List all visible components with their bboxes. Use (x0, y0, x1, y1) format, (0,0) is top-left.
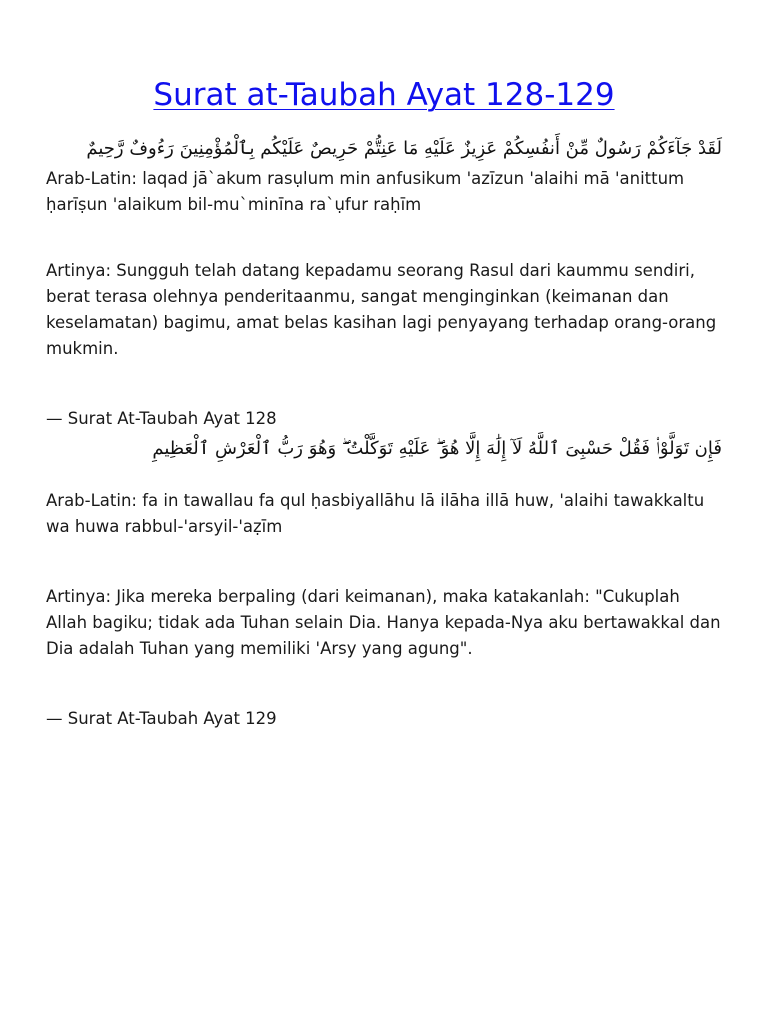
source-reference-128: — Surat At-Taubah Ayat 128 (46, 409, 277, 428)
page-title[interactable]: Surat at-Taubah Ayat 128-129 (153, 77, 615, 113)
source-reference-129: — Surat At-Taubah Ayat 129 (46, 709, 277, 728)
arabic-verse-129: فَإِن تَوَلَّوْا۟ فَقُلْ حَسْبِىَ ٱللَّهُ لَآ إِلَٰهَ إِلَّا هُوَ ۖ عَلَيْهِ تَوَكَّلْتُ ۖ وَهُوَ رَبُّ ٱلْعَرْشِ ٱلْعَظِيمِ (152, 438, 722, 459)
latin-transliteration-129: Arab-Latin: fa in tawallau fa qul ḥasbiyallāhu lā ilāha illā huw, 'alaihi tawakkaltu wa huwa rabbul-'arsyil-'aẓīm (46, 491, 705, 536)
latin-transliteration-128: Arab-Latin: laqad jā`akum rasụlum min anfusikum 'azīzun 'alaihi mā 'anittum ḥarīṣun 'alaikum bil-mu`minīna ra`ụfur raḥīm (46, 169, 685, 214)
translation-128: Artinya: Sungguh telah datang kepadamu seorang Rasul dari kaummu sendiri, berat terasa olehnya penderitaanmu, sangat menginginkan (keimanan dan keselamatan) bagimu, amat belas kasihan lagi penyayang terhadap orang-orang mukmin. (46, 261, 717, 358)
translation-129: Artinya: Jika mereka berpaling (dari keimanan), maka katakanlah: "Cukuplah Allah bagiku; tidak ada Tuhan selain Dia. Hanya kepada-Nya aku bertawakkal dan Dia adalah Tuhan yang memiliki 'Arsy yang agung". (46, 587, 721, 658)
arabic-verse-128: لَقَدْ جَآءَكُمْ رَسُولٌ مِّنْ أَنفُسِكُمْ عَزِيزٌ عَلَيْهِ مَا عَنِتُّمْ حَرِيصٌ عَلَيْكُم بِٱلْمُؤْمِنِينَ رَءُوفٌ رَّحِيمٌ (86, 138, 722, 159)
